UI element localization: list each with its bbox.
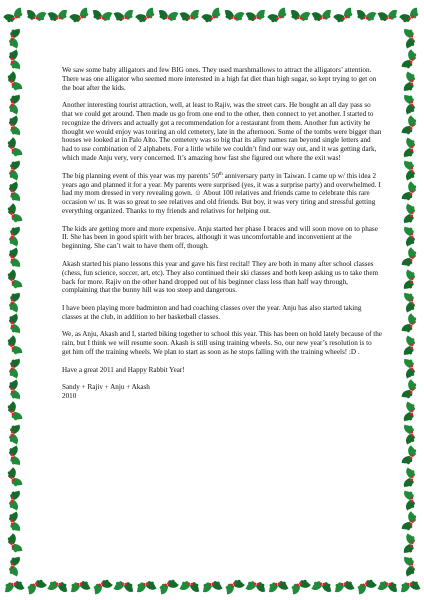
holly-leaf-icon <box>8 115 21 137</box>
holly-leaf-icon <box>8 247 21 269</box>
holly-leaf-icon <box>5 401 23 423</box>
holly-leaf-icon <box>404 27 416 48</box>
holly-leaf-icon <box>5 335 23 357</box>
holly-leaf-icon <box>311 580 332 592</box>
holly-leaf-icon <box>403 533 416 555</box>
holly-leaf-icon <box>8 555 20 576</box>
holly-leaf-icon <box>69 580 91 593</box>
holly-leaf-icon <box>25 10 46 22</box>
holly-leaf-icon <box>223 577 245 595</box>
holly-leaf-icon <box>223 10 244 22</box>
letter-body <box>62 66 382 401</box>
holly-leaf-icon <box>333 7 355 25</box>
holly-leaf-icon <box>355 10 376 22</box>
holly-leaf-icon <box>289 577 311 595</box>
holly-leaf-icon <box>401 313 419 335</box>
paragraph-alligators: We saw some baby alligators and few BIG ones. They used marshmallows to attract the alligators’ attention. There was one alligator who seemed more interested in a high fat diet than high sugar, so kept trying to get on the boat after the kids. <box>62 66 377 92</box>
holly-leaf-icon <box>25 577 47 595</box>
paragraph-street-cars: Another interesting tourist attraction, well, at least to Rajiv, was the street cars. He bought an all day pass so that we could get around. Then made us go from one end to the other, then connect to yet another. I started to recognize the drivers and actually got a recommendation for a restaurant from them. Another fun activity he thought we would enjoy was touring an old cemetery, late in the afternoon. Some of the tombs were bigger than houses we looked at in Palo Alto. The cemetery was so big that its alley names ran beyond single letters and had to use combination of 2 alphabets. For a little while we couldn’t find our way out, and it was getting dark, which made Anju very, very concerned. It’s amazing how fast she figured out where the exit was! <box>62 101 382 163</box>
paragraph-anniversary: The big planning event of this year was my parents’ 50th anniversary party in Taiwan. I came up w/ this idea 2 years ago and planned it for a year. My parents were surprised (yes, it was a surprise party) and overwhelmed. I had my mom dressed in very revealing gown. ☺ About 100 relatives and friends came to celebrate this rare occasion w/ us. It was so great to see relatives and old friends. But boy, it was very tiring and stressful getting everything organized. Thanks to my friends and relatives for helping out. <box>62 171 381 215</box>
holly-leaf-icon <box>8 159 20 180</box>
holly-leaf-icon <box>355 577 377 595</box>
signature <box>62 383 382 401</box>
holly-leaf-icon <box>157 577 179 595</box>
holly-leaf-icon <box>5 137 23 159</box>
paragraph-braces: The kids are getting more and more expensive. Anju started her phase I braces and will soon move on to phase II. She has been in good spirit with her braces, although it was uncomfortable and inconvenient at the beginning. She can’t wait to have them off, though. <box>62 224 378 251</box>
holly-leaf-icon <box>5 71 23 93</box>
holly-leaf-icon <box>403 71 416 93</box>
holly-leaf-icon <box>401 49 419 71</box>
holly-leaf-icon <box>404 291 416 312</box>
holly-leaf-icon <box>91 10 112 22</box>
holly-leaf-icon <box>8 423 20 444</box>
holly-leaf-icon <box>311 9 333 22</box>
holly-leaf-icon <box>403 467 416 489</box>
holly-leaf-icon <box>135 580 157 593</box>
holly-leaf-icon <box>8 511 21 533</box>
holly-leaf-icon <box>8 225 20 246</box>
holly-leaf-icon <box>404 93 416 114</box>
paragraph-piano: Akash started his piano lessons this year and gave his first recital! They are both in many after school classes (chess, fun science, soccer, art, etc). They also continued their ski classes and both keep asking us to take them back for more. Rajiv on the other hand dropped out of his beginner class less than half way through, complaining that the bunny hill was too steep and dangerous. <box>62 259 379 295</box>
holly-leaf-icon <box>3 7 25 25</box>
holly-leaf-icon <box>157 10 178 22</box>
holly-leaf-icon <box>401 379 419 401</box>
holly-leaf-icon <box>8 291 20 312</box>
holly-leaf-icon <box>179 9 201 22</box>
holly-leaf-icon <box>8 379 21 401</box>
holly-leaf-icon <box>201 580 223 593</box>
holly-leaf-icon <box>377 580 398 592</box>
holly-leaf-icon <box>404 489 416 510</box>
holly-leaf-icon <box>8 313 21 335</box>
holly-leaf-icon <box>404 357 416 378</box>
holly-leaf-icon <box>5 533 23 555</box>
holly-leaf-icon <box>267 580 289 593</box>
holly-leaf-icon <box>403 203 416 225</box>
holly-leaf-icon <box>404 159 416 180</box>
holly-leaf-icon <box>113 580 134 592</box>
holly-leaf-icon <box>201 7 223 25</box>
holly-leaf-icon <box>8 445 21 467</box>
holly-leaf-icon <box>113 9 135 22</box>
holly-leaf-icon <box>403 335 416 357</box>
holly-leaf-icon <box>5 269 23 291</box>
holly-leaf-icon <box>404 555 416 576</box>
holly-leaf-icon <box>401 511 419 533</box>
holly-leaf-icon <box>5 467 23 489</box>
holly-leaf-icon <box>91 577 113 595</box>
holly-leaf-icon <box>401 181 419 203</box>
holly-leaf-icon <box>8 357 20 378</box>
holly-leaf-icon <box>404 423 416 444</box>
holly-leaf-icon <box>245 580 266 592</box>
holly-leaf-icon <box>401 115 419 137</box>
holly-leaf-icon <box>245 9 267 22</box>
holly-leaf-icon <box>135 7 157 25</box>
holly-leaf-icon <box>267 7 289 25</box>
holly-leaf-icon <box>333 580 355 593</box>
holly-leaf-icon <box>8 489 20 510</box>
signature-names: Sandy + Rajiv + Anju + Akash <box>62 383 150 392</box>
holly-leaf-icon <box>403 137 416 159</box>
holly-leaf-icon <box>289 10 310 22</box>
holly-leaf-icon <box>8 93 20 114</box>
holly-leaf-icon <box>377 9 399 22</box>
holly-leaf-icon <box>401 247 419 269</box>
holly-leaf-icon <box>8 181 21 203</box>
holly-leaf-icon <box>403 401 416 423</box>
holly-leaf-icon <box>179 580 200 592</box>
paragraph-badminton: I have been playing more badminton and had coaching classes over the year. Anju has also started taking classes at the club, in addition to her basketball classes. <box>62 303 362 321</box>
holly-leaf-icon <box>47 9 69 22</box>
holly-leaf-icon <box>8 27 20 48</box>
holly-leaf-icon <box>8 49 21 71</box>
holly-leaf-icon <box>5 203 23 225</box>
holly-leaf-icon <box>404 225 416 246</box>
holly-leaf-icon <box>69 7 91 25</box>
holly-leaf-icon <box>399 580 421 593</box>
holly-leaf-icon <box>47 580 68 592</box>
holly-leaf-icon <box>3 580 25 593</box>
paragraph-greeting: Have a great 2011 and Happy Rabbit Year! <box>62 365 185 374</box>
paragraph-biking: We, as Anju, Akash and I, started biking together to school this year. This has been on hold lately because of the rain, but I think we will resume soon. Akash is still using training wheels. So, our new year’s resolution is to get him off the training wheels. We plan to start as soon as he stops falling with the training wheels! :D . <box>62 330 382 357</box>
holly-leaf-icon <box>399 7 421 25</box>
holly-leaf-icon <box>401 445 419 467</box>
signature-year: 2010 <box>62 392 77 401</box>
holly-leaf-icon <box>403 269 416 291</box>
